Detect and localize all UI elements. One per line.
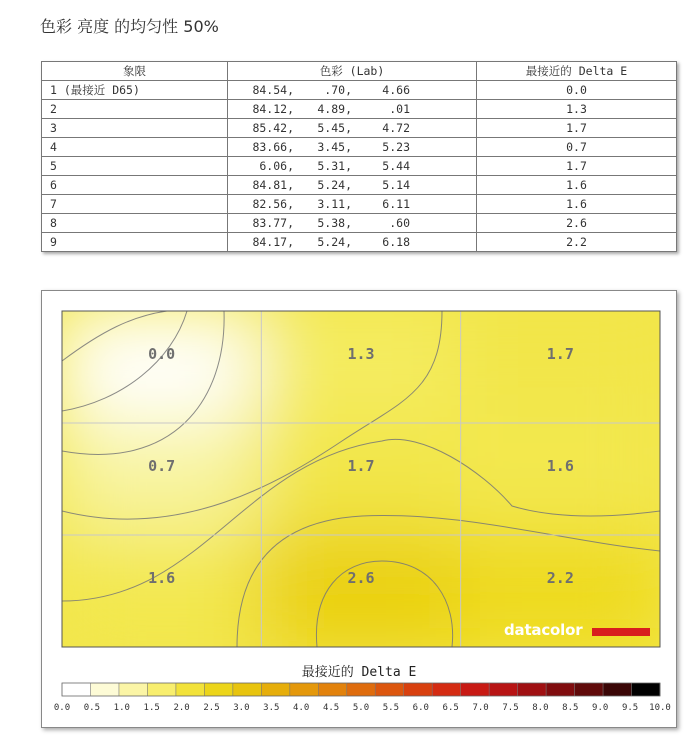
colorbar-title: 最接近的 Delta E bbox=[301, 665, 417, 680]
lab-b-value: 4.72 bbox=[382, 121, 410, 135]
colorbar-segment bbox=[518, 683, 547, 696]
lab-cell bbox=[228, 195, 477, 214]
cell-value-label: 1.7 bbox=[347, 457, 375, 475]
lab-b-value: 5.23 bbox=[382, 140, 410, 154]
colorbar-tick-label: 9.5 bbox=[621, 703, 639, 713]
lab-cell bbox=[228, 176, 477, 195]
colorbar-tick-label: 5.5 bbox=[382, 703, 400, 713]
table-row bbox=[42, 81, 677, 100]
colorbar-tick-label: 8.5 bbox=[562, 703, 579, 713]
lab-a-value: 5.24, bbox=[317, 235, 352, 249]
colorbar-segment bbox=[461, 683, 490, 696]
datacolor-logo-bar bbox=[592, 628, 650, 636]
colorbar-segment bbox=[404, 683, 433, 696]
colorbar-tick-label: 4.0 bbox=[293, 703, 310, 713]
cell-value-label: 1.6 bbox=[148, 569, 176, 587]
colorbar-tick-label: 7.5 bbox=[502, 703, 519, 713]
lab-b-value: 6.18 bbox=[382, 235, 410, 249]
cell-value-label: 0.7 bbox=[148, 457, 176, 475]
colorbar-tick-label: 7.0 bbox=[472, 703, 489, 713]
colorbar-segment bbox=[432, 683, 461, 696]
quadrant-cell: 3 bbox=[42, 119, 228, 138]
header-lab: 色彩 (Lab) bbox=[228, 62, 477, 81]
table-row bbox=[42, 176, 677, 195]
lab-cell bbox=[228, 157, 477, 176]
lab-a-value: 4.89, bbox=[317, 102, 352, 116]
colorbar-segment bbox=[489, 683, 518, 696]
lab-a-value: 5.38, bbox=[317, 216, 352, 230]
lab-a-value: 5.24, bbox=[317, 178, 352, 192]
colorbar-segment bbox=[119, 683, 148, 696]
quadrant-cell: 1 (最接近 D65) bbox=[42, 81, 228, 100]
lab-b-value: .60 bbox=[389, 216, 410, 230]
colorbar-tick-label: 6.0 bbox=[412, 703, 429, 713]
delta-e-cell: 0.7 bbox=[477, 138, 677, 157]
quadrant-cell: 4 bbox=[42, 138, 228, 157]
cell-value-label: 1.3 bbox=[347, 345, 375, 363]
uniformity-panel bbox=[41, 290, 677, 728]
colorbar-segment bbox=[204, 683, 233, 696]
quadrant-cell: 5 bbox=[42, 157, 228, 176]
lab-l-value: 6.06, bbox=[259, 159, 294, 173]
lab-b-value: 5.44 bbox=[382, 159, 410, 173]
colorbar-tick-label: 2.5 bbox=[203, 703, 220, 713]
lab-l-value: 84.17, bbox=[252, 235, 294, 249]
lab-a-value: 5.31, bbox=[317, 159, 352, 173]
colorbar-segment bbox=[90, 683, 119, 696]
delta-e-cell: 1.6 bbox=[477, 176, 677, 195]
table-row bbox=[42, 233, 677, 252]
header-delta-e: 最接近的 Delta E bbox=[477, 62, 677, 81]
colorbar-tick-label: 1.0 bbox=[113, 703, 130, 713]
quadrant-cell: 8 bbox=[42, 214, 228, 233]
table-header-row bbox=[42, 62, 677, 81]
lab-b-value: .01 bbox=[389, 102, 410, 116]
cell-value-label: 1.7 bbox=[546, 345, 574, 363]
lab-table bbox=[41, 61, 677, 252]
delta-e-cell: 1.3 bbox=[477, 100, 677, 119]
colorbar-tick-label: 2.0 bbox=[173, 703, 190, 713]
heatmap-cell bbox=[255, 529, 466, 653]
delta-e-cell: 1.6 bbox=[477, 195, 677, 214]
lab-a-value: 5.45, bbox=[317, 121, 352, 135]
colorbar-segment bbox=[318, 683, 347, 696]
lab-a-value: 3.45, bbox=[317, 140, 352, 154]
lab-l-value: 82.56, bbox=[252, 197, 294, 211]
colorbar-tick-label: 4.5 bbox=[322, 703, 340, 713]
lab-l-value: 84.54, bbox=[252, 83, 294, 97]
lab-a-value: .70, bbox=[324, 83, 352, 97]
colorbar-segment bbox=[233, 683, 262, 696]
colorbar-tick-label: 8.0 bbox=[532, 703, 549, 713]
delta-e-cell: 0.0 bbox=[477, 81, 677, 100]
lab-b-value: 6.11 bbox=[382, 197, 410, 211]
lab-a-value: 3.11, bbox=[317, 197, 352, 211]
lab-l-value: 83.66, bbox=[252, 140, 294, 154]
header-quadrant: 象限 bbox=[42, 62, 228, 81]
lab-l-value: 85.42, bbox=[252, 121, 294, 135]
colorbar-segment bbox=[575, 683, 604, 696]
heatmap-cell bbox=[56, 529, 267, 653]
datacolor-logo: datacolor bbox=[504, 621, 583, 639]
colorbar-tick-label: 0.0 bbox=[53, 703, 71, 713]
table-row bbox=[42, 100, 677, 119]
cell-value-label: 2.6 bbox=[347, 569, 375, 587]
colorbar-tick-label: 3.5 bbox=[263, 703, 280, 713]
quadrant-cell: 9 bbox=[42, 233, 228, 252]
delta-e-cell: 1.7 bbox=[477, 119, 677, 138]
page-title: 色彩 亮度 的均匀性 50% bbox=[40, 17, 219, 36]
lab-b-value: 5.14 bbox=[382, 178, 410, 192]
colorbar-tick-label: 1.5 bbox=[143, 703, 160, 713]
colorbar-tick-label: 6.5 bbox=[442, 703, 459, 713]
lab-cell bbox=[228, 233, 477, 252]
table-row bbox=[42, 214, 677, 233]
heatmap-cell bbox=[455, 417, 666, 541]
quadrant-cell: 6 bbox=[42, 176, 228, 195]
cell-value-label: 0.0 bbox=[148, 345, 176, 363]
heatmap-cell bbox=[56, 305, 267, 429]
lab-l-value: 84.12, bbox=[252, 102, 294, 116]
delta-e-cell: 2.6 bbox=[477, 214, 677, 233]
colorbar-segment bbox=[62, 683, 91, 696]
lab-cell bbox=[228, 81, 477, 100]
table-row bbox=[42, 195, 677, 214]
lab-cell bbox=[228, 138, 477, 157]
delta-e-cell: 2.2 bbox=[477, 233, 677, 252]
table-row bbox=[42, 119, 677, 138]
heatmap-cell bbox=[56, 417, 267, 541]
lab-cell bbox=[228, 100, 477, 119]
delta-e-cell: 1.7 bbox=[477, 157, 677, 176]
cell-value-label: 1.6 bbox=[546, 457, 574, 475]
table-row bbox=[42, 157, 677, 176]
colorbar-segment bbox=[632, 683, 661, 696]
colorbar-segment bbox=[603, 683, 632, 696]
lab-l-value: 84.81, bbox=[252, 178, 294, 192]
lab-l-value: 83.77, bbox=[252, 216, 294, 230]
colorbar-tick-label: 3.0 bbox=[233, 703, 250, 713]
colorbar-segment bbox=[546, 683, 575, 696]
quadrant-cell: 2 bbox=[42, 100, 228, 119]
quadrant-cell: 7 bbox=[42, 195, 228, 214]
colorbar-tick-label: 9.0 bbox=[592, 703, 609, 713]
colorbar-segment bbox=[261, 683, 290, 696]
lab-cell bbox=[228, 214, 477, 233]
heatmap-cell bbox=[255, 417, 466, 541]
table-body bbox=[42, 81, 677, 252]
colorbar-segment bbox=[176, 683, 205, 696]
table-row bbox=[42, 138, 677, 157]
colorbar-segment bbox=[147, 683, 176, 696]
colorbar-tick-label: 0.5 bbox=[83, 703, 101, 713]
colorbar-tick-label: 5.0 bbox=[352, 703, 370, 713]
colorbar-segment bbox=[347, 683, 376, 696]
cell-value-label: 2.2 bbox=[546, 569, 574, 587]
lab-b-value: 4.66 bbox=[382, 83, 410, 97]
colorbar-segment bbox=[375, 683, 404, 696]
colorbar-tick-label: 10.0 bbox=[649, 703, 671, 713]
heatmap-cell bbox=[255, 305, 466, 429]
heatmap-cell bbox=[455, 305, 666, 429]
colorbar-segment bbox=[290, 683, 319, 696]
lab-cell bbox=[228, 119, 477, 138]
